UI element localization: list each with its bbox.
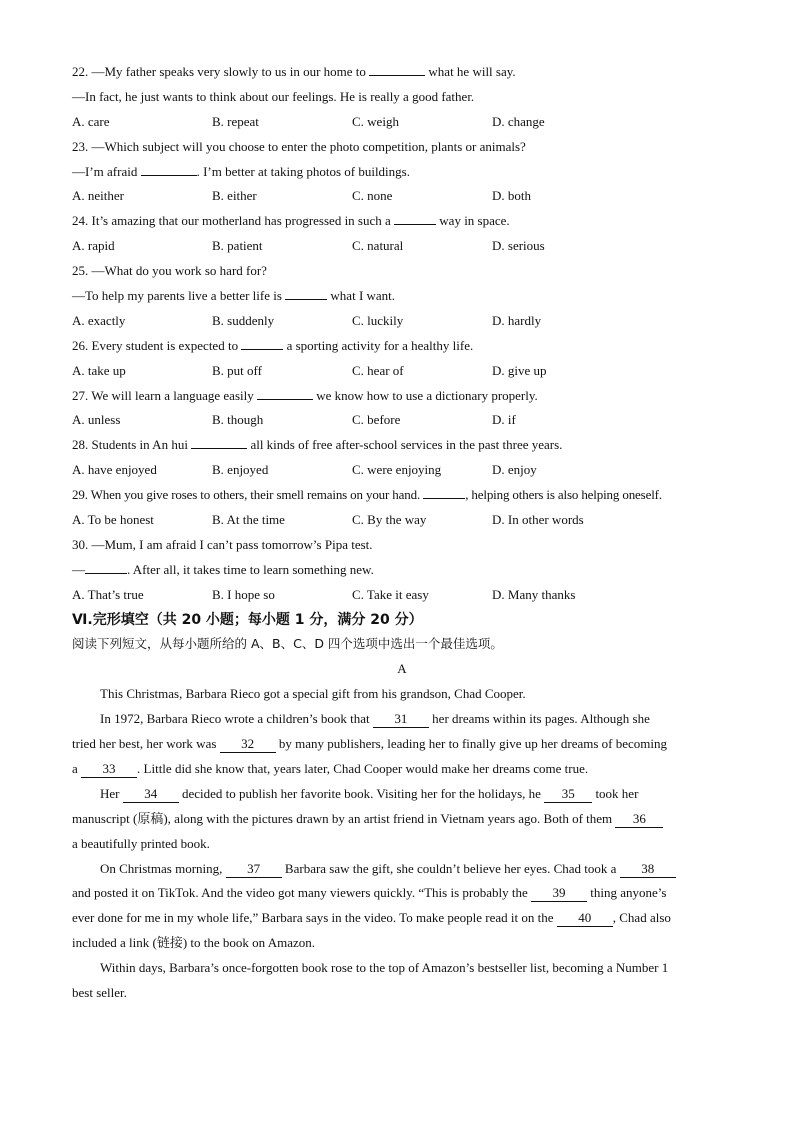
passage-text: and posted it on TikTok. And the video got many viewers quickly. “This is probably the <box>72 885 531 901</box>
question-text: what I want. <box>327 288 396 304</box>
question-28-stem <box>72 433 732 458</box>
section-instruction: 阅读下列短文，从每小题所给的 A、B、C、D 四个选项中选出一个最佳选项。 <box>72 636 503 652</box>
option-a[interactable]: A. have enjoyed <box>72 462 157 478</box>
question-29-options <box>72 508 732 533</box>
question-text: what he will say. <box>425 64 516 79</box>
option-d[interactable]: D. both <box>492 188 531 204</box>
question-25-reply <box>72 284 732 309</box>
question-text: a sporting activity for a healthy life. <box>283 337 474 353</box>
question-23-options <box>72 184 732 209</box>
passage-line <box>72 807 732 832</box>
cloze-blank-32: 32 <box>220 737 276 753</box>
option-b[interactable]: B. enjoyed <box>212 462 269 478</box>
question-22-reply: —In fact, he just wants to think about our feelings. He is really a good father. <box>72 88 475 104</box>
option-d[interactable]: D. if <box>492 412 516 428</box>
question-30-options <box>72 583 732 608</box>
answer-blank <box>241 335 283 350</box>
passage-text: On Christmas morning, <box>100 860 226 876</box>
answer-blank <box>285 285 327 300</box>
cloze-blank-33: 33 <box>81 762 137 778</box>
option-c[interactable]: C. weigh <box>352 113 399 129</box>
question-text: . I’m better at taking photos of buildings. <box>196 163 410 179</box>
passage-line <box>72 757 732 782</box>
option-d[interactable]: D. serious <box>492 238 545 254</box>
passage-text: thing anyone’s <box>586 885 667 901</box>
option-d[interactable]: D. hardly <box>492 312 542 328</box>
option-a[interactable]: A. care <box>72 113 110 129</box>
cloze-blank-36: 36 <box>615 812 663 828</box>
passage-line: a beautifully printed book. <box>72 835 210 851</box>
question-text: —I’m afraid <box>72 163 141 179</box>
option-c[interactable]: C. Take it easy <box>352 586 429 602</box>
question-25-stem: 25. —What do you work so hard for? <box>72 263 267 279</box>
question-28-options <box>72 458 732 483</box>
passage-line: best seller. <box>72 984 127 1000</box>
question-text: . After all, it takes time to learn something new. <box>127 561 374 577</box>
option-a[interactable]: A. neither <box>72 188 124 204</box>
passage-text: tried her best, her work was <box>72 736 220 752</box>
option-b[interactable]: B. though <box>212 412 264 428</box>
passage-line <box>72 782 732 807</box>
option-d[interactable]: D. enjoy <box>492 462 537 478</box>
option-c[interactable]: C. were enjoying <box>352 462 442 478</box>
cloze-blank-35: 35 <box>544 787 592 803</box>
option-b[interactable]: B. repeat <box>212 113 259 129</box>
answer-blank <box>394 210 436 225</box>
passage-text: . Little did she know that, years later, Chad Cooper would make her dreams come true. <box>137 760 589 776</box>
option-d[interactable]: D. give up <box>492 362 547 378</box>
answer-blank <box>141 161 197 176</box>
passage-text: ever done for me in my whole life,” Barbara says in the video. To make people read it on the <box>72 910 557 926</box>
passage-text: her dreams within its pages. Although she <box>428 711 650 727</box>
question-text: 24. It’s amazing that our motherland has progressed in such a <box>72 213 395 229</box>
passage-text: , Chad also <box>612 910 671 926</box>
question-23-stem: 23. —Which subject will you choose to enter the photo competition, plants or animals? <box>72 138 526 154</box>
question-23-reply <box>72 160 732 185</box>
question-24-options <box>72 234 732 259</box>
option-d[interactable]: D. In other words <box>492 512 584 528</box>
option-c[interactable]: C. By the way <box>352 512 427 528</box>
passage-text: by many publishers, leading her to finally give up her dreams of becoming <box>275 736 668 752</box>
question-text: we know how to use a dictionary properly. <box>312 387 538 403</box>
passage-line <box>72 857 732 882</box>
question-text: 27. We will learn a language easily <box>72 387 257 403</box>
option-b[interactable]: B. put off <box>212 362 262 378</box>
cloze-blank-40: 40 <box>557 911 613 927</box>
question-text: — <box>72 561 85 577</box>
passage-line <box>72 732 732 757</box>
option-b[interactable]: B. patient <box>212 238 263 254</box>
option-c[interactable]: C. before <box>352 412 401 428</box>
option-c[interactable]: C. luckily <box>352 312 404 328</box>
question-text: 28. Students in An hui <box>72 437 192 453</box>
question-26-options <box>72 359 732 384</box>
passage-line <box>72 881 732 906</box>
option-a[interactable]: A. unless <box>72 412 121 428</box>
passage-line <box>72 906 732 931</box>
section-title: Ⅵ.完形填空（共 20 小题；每小题 1 分，满分 20 分） <box>72 611 423 628</box>
cloze-blank-38: 38 <box>620 862 676 878</box>
passage-text: took her <box>592 785 639 801</box>
question-25-options <box>72 309 732 334</box>
option-b[interactable]: B. I hope so <box>212 586 275 602</box>
option-d[interactable]: D. change <box>492 113 545 129</box>
option-a[interactable]: A. To be honest <box>72 512 154 528</box>
option-d[interactable]: D. Many thanks <box>492 586 576 602</box>
cloze-blank-37: 37 <box>226 862 282 878</box>
passage-text: decided to publish her favorite book. Visiting her for the holidays, he <box>178 785 545 801</box>
question-22-options <box>72 110 732 135</box>
question-text: all kinds of free after-school services in the past three years. <box>247 437 563 453</box>
passage-line <box>72 707 732 732</box>
option-a[interactable]: A. exactly <box>72 312 126 328</box>
option-a[interactable]: A. That’s true <box>72 586 144 602</box>
question-30-reply <box>72 558 732 583</box>
question-29-stem <box>72 483 732 508</box>
passage-line: Within days, Barbara’s once-forgotten book rose to the top of Amazon’s bestseller list, becoming a Number 1 <box>100 960 669 976</box>
answer-blank <box>369 61 425 76</box>
question-text: way in space. <box>436 213 510 229</box>
question-26-stem <box>72 334 732 359</box>
question-text: 29. When you give roses to others, their smell remains on your hand. <box>72 487 424 503</box>
option-c[interactable]: C. none <box>352 188 393 204</box>
passage-text: Barbara saw the gift, she couldn’t believe her eyes. Chad took a <box>281 860 620 876</box>
question-text: —To help my parents live a better life is <box>72 288 286 304</box>
passage-label: A <box>397 661 407 677</box>
option-a[interactable]: A. take up <box>72 362 126 378</box>
passage-line: This Christmas, Barbara Rieco got a special gift from his grandson, Chad Cooper. <box>100 686 526 702</box>
question-24-stem <box>72 209 732 234</box>
passage-text: In 1972, Barbara Rieco wrote a children’s book that <box>100 711 373 727</box>
question-27-options <box>72 408 732 433</box>
answer-blank <box>85 559 127 574</box>
option-b[interactable]: B. suddenly <box>212 312 275 328</box>
cloze-blank-39: 39 <box>531 886 587 902</box>
question-text: , helping others is also helping oneself. <box>465 487 662 503</box>
question-text: 22. —My father speaks very slowly to us in our home to <box>72 64 370 79</box>
question-22-stem <box>72 60 732 85</box>
question-30-stem: 30. —Mum, I am afraid I can’t pass tomorrow’s Pipa test. <box>72 536 373 552</box>
answer-blank <box>423 484 465 499</box>
passage-text: Her <box>100 785 123 801</box>
cloze-blank-34: 34 <box>123 787 179 803</box>
passage-text: manuscript (原稿), along with the pictures drawn by an artist friend in Vietnam years ago. Both of them <box>72 810 616 826</box>
passage-line: included a link (链接) to the book on Amazon. <box>72 935 315 951</box>
question-text: 26. Every student is expected to <box>72 337 242 353</box>
exam-page <box>72 60 732 1006</box>
option-b[interactable]: B. either <box>212 188 257 204</box>
option-c[interactable]: C. hear of <box>352 362 404 378</box>
answer-blank <box>257 385 313 400</box>
answer-blank <box>191 434 247 449</box>
option-a[interactable]: A. rapid <box>72 238 115 254</box>
question-27-stem <box>72 384 732 409</box>
option-b[interactable]: B. At the time <box>212 512 285 528</box>
passage-text: a <box>72 760 82 776</box>
cloze-blank-31: 31 <box>373 712 429 728</box>
option-c[interactable]: C. natural <box>352 238 404 254</box>
